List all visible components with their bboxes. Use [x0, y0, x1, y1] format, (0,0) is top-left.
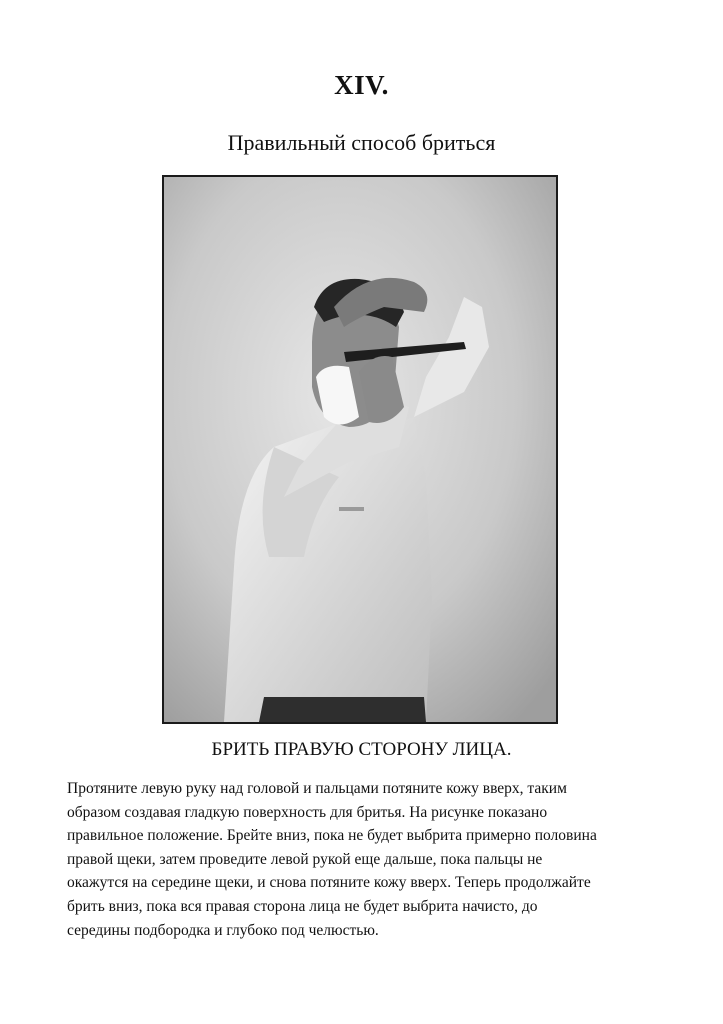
page-title: Правильный способ бриться [227, 130, 496, 155]
photo-caption: БРИТЬ ПРАВУЮ СТОРОНУ ЛИЦА. [211, 739, 512, 760]
instruction-paragraph [67, 777, 667, 942]
man-shaving-photo [164, 177, 556, 722]
paragraph-line: правой щеки, затем проведите левой рукой еще дальше, пока пальцы не [67, 850, 543, 868]
chapter-number: XIV. [334, 70, 389, 100]
paragraph-line: брить вниз, пока вся правая сторона лица не будет выбрита начисто, до [67, 897, 538, 915]
paragraph-line: середины подбородка и глубоко под челюстью. [67, 921, 379, 939]
photo-frame [162, 175, 558, 724]
paragraph-line: Протяните левую руку над головой и пальцами потяните кожу вверх, таким [67, 780, 567, 797]
paragraph-line: правильное положение. Брейте вниз, пока не будет выбрита примерно половина [67, 827, 597, 845]
paragraph-line: образом создавая гладкую поверхность для бритья. На рисунке показано [67, 803, 548, 821]
paragraph-line: окажутся на середине щеки, и снова потяните кожу вверх. Теперь продолжайте [67, 874, 591, 892]
